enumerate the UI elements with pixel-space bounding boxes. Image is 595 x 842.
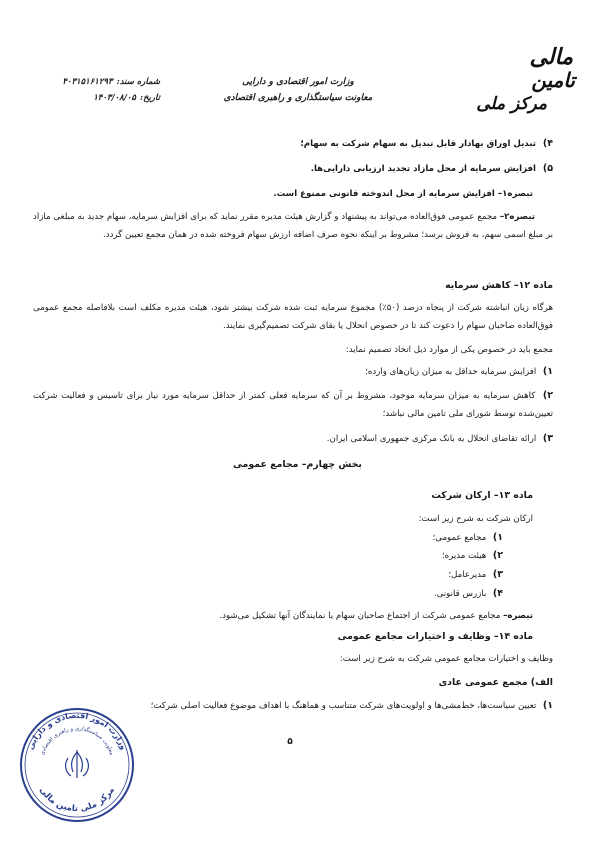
seal-bottom-text: مرکز ملی تامین مالی <box>37 785 117 815</box>
item-number: ۱) <box>542 700 553 711</box>
article-13-intro: ارکان شرکت به شرح زیر است: <box>418 514 533 524</box>
date-label: تاریخ: <box>139 93 160 103</box>
ministry-line-2: معاونت سیاستگذاری و راهبری اقتصادی <box>223 93 373 103</box>
article-12-intro: مجمع باید در خصوص یکی از موارد ذیل اتخاذ تصمیم نماید: <box>345 345 553 355</box>
item-text: بازرس قانونی. <box>433 589 487 599</box>
item-number: ۱) <box>542 366 553 377</box>
note-text: مجامع عمومی شرکت از اجتماع صاحبان سهام یا نمایندگان آنها تشکیل می‌شود. <box>219 611 504 621</box>
list-item <box>434 587 503 601</box>
date-value: ۱۴۰۳/۰۸/۰۵ <box>93 93 136 103</box>
list-item <box>448 568 503 582</box>
list-item <box>151 699 553 713</box>
list-item <box>327 432 553 446</box>
note-1: تبصره۱– افزایش سرمایه از محل اندوخته قانونی ممنوع است. <box>273 189 533 199</box>
article-14-title: ماده ۱۴– وظایف و اختیارات مجامع عمومی <box>337 631 533 642</box>
ministry-header <box>213 74 383 106</box>
page-number: ۵ <box>287 737 293 747</box>
list-item <box>300 137 553 151</box>
document-meta <box>30 74 160 106</box>
logo-line-3: مرکز ملی <box>476 94 547 114</box>
logo-line-1: مالی <box>529 44 573 70</box>
item-number: ۳) <box>492 569 503 580</box>
number-value: ۴۰۳۱۵۱۶۱۲۹۳ <box>62 77 113 87</box>
list-item <box>33 387 553 423</box>
note-2-label: تبصره۲– <box>499 212 535 222</box>
item-number: ۱) <box>492 532 503 543</box>
list-item <box>365 365 553 379</box>
item-text: تبدیل اوراق بهادار قابل تبدیل به سهام شرکت به سهام؛ <box>300 139 536 149</box>
item-number: ۴) <box>542 138 553 149</box>
logo-line-2: تامین <box>531 68 575 92</box>
item-text: مجامع عمومی؛ <box>432 533 487 543</box>
subsection-title: الف) مجمع عمومی عادی <box>438 677 553 688</box>
official-seal <box>18 706 136 824</box>
logo <box>465 46 577 126</box>
item-text: افزایش سرمایه از محل مازاد تجدید ارزیابی دارایی‌ها. <box>310 164 536 174</box>
article-12-title: ماده ۱۲– کاهش سرمایه <box>445 280 553 291</box>
note-label: تبصره– <box>503 611 533 621</box>
item-number: ۳) <box>542 433 553 444</box>
note-2 <box>33 209 553 244</box>
document-number <box>30 74 160 90</box>
item-text: تعیین سیاست‌ها، خط‌مشی‌ها و اولویت‌های شرکت متناسب و هماهنگ با اهداف موضوع فعالیت اصلی شرکت؛ <box>150 701 537 711</box>
item-text: کاهش سرمایه به میزان سرمایه موجود، مشروط بر آن که سرمایه فعلی کمتر از حداقل سرمایه مورد نیاز برای تاسیس و فعالیت شرکت تعیین‌شده توسط شورای ملی تامین مالی نباشد؛ <box>33 391 553 419</box>
number-label: شماره سند: <box>116 77 160 87</box>
item-number: ۴) <box>492 588 503 599</box>
seal-middle-text: معاونت سیاستگذاری و راهبری اقتصادی <box>39 725 115 757</box>
ministry-line-1: وزارت امور اقتصادی و دارایی <box>242 77 354 87</box>
item-number: ۲) <box>492 550 503 561</box>
list-item <box>442 549 503 563</box>
document-date <box>30 90 160 106</box>
item-text: هیئت مدیره؛ <box>441 551 487 561</box>
article-14-intro: وظایف و اختیارات مجامع عمومی شرکت به شرح زیر است: <box>339 654 553 664</box>
item-number: ۵) <box>542 163 553 174</box>
emblem-icon <box>66 750 89 778</box>
item-text: افزایش سرمایه حداقل به میزان زیان‌های وارده؛ <box>365 367 537 377</box>
article-13-title: ماده ۱۳– ارکان شرکت <box>431 490 533 501</box>
item-number: ۲) <box>542 390 553 401</box>
item-text: مدیرعامل؛ <box>448 570 487 580</box>
article-13-note <box>219 609 533 623</box>
list-item <box>311 162 553 176</box>
note-2-text: مجمع عمومی فوق‌العاده می‌تواند به پیشنهاد و گزارش هیئت مدیره مقرر نماید که برای افزایش سرمایه، سهام جدید به مبلغی مازاد بر مبلغ اسمی سهم، به فروش برسد؛ مشروط بر اینکه نحوه صرف اضافه ارزش سهام فروخته شده در همان مجمع تعیین گردد. <box>33 212 553 240</box>
seal-outer-text: وزارت امور اقتصادی و دارایی <box>25 710 129 751</box>
list-item <box>433 531 503 545</box>
section-title: بخش چهارم– مجامع عمومی <box>233 459 362 470</box>
item-text: ارائه تقاضای انحلال به بانک مرکزی جمهوری اسلامی ایران. <box>326 434 537 444</box>
article-12-paragraph: هرگاه زیان انباشته شرکت از پنجاه درصد (۵۰٪) مجموع سرمایه ثبت شده شرکت بیشتر شود، هیئت مدیره مکلف است بلافاصله مجمع عمومی فوق‌العاده صاحبان سهام را دعوت کند تا در خصوص انحلال یا بقای شرکت تصمیم‌گیری نمایند. <box>33 303 553 331</box>
